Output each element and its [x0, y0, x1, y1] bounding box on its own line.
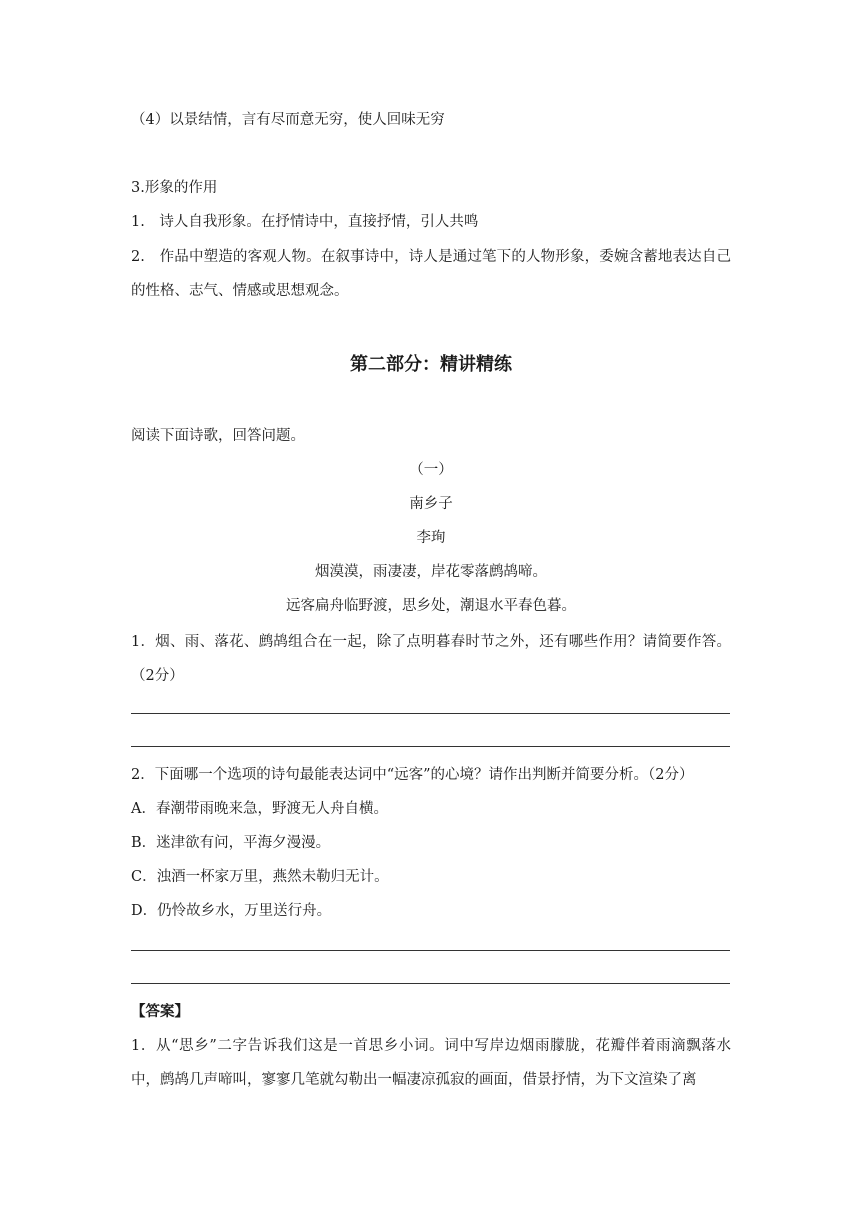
poem-author: 李珣	[416, 530, 446, 546]
part-heading: 第二部分：精讲精练	[350, 354, 512, 375]
section-3-title: 3.形象的作用	[131, 180, 218, 196]
answer-line	[131, 950, 730, 951]
option-a: A．春潮带雨晚来急，野渡无人舟自横。	[131, 801, 388, 817]
poem-line-1: 烟漠漠，雨凄凄，岸花零落鹧鸪啼。	[315, 564, 547, 580]
option-b: B．迷津欲有问，平海夕漫漫。	[131, 835, 331, 851]
poem-title: 南乡子	[409, 496, 453, 512]
option-c: C．浊酒一杯家万里，燕然未勒归无计。	[131, 869, 389, 885]
reading-instruction: 阅读下面诗歌，回答问题。	[131, 428, 305, 444]
answer-line	[131, 983, 730, 984]
point-4-text: （4）以景结情，言有尽而意无穷，使人回味无穷	[131, 112, 445, 128]
option-d: D．仍怜故乡水，万里送行舟。	[131, 903, 332, 919]
image-item-2: 2. 作品中塑造的客观人物。在叙事诗中，诗人是通过笔下的人物形象，委婉含蓄地表达自己的性格、志气、情感或思想观念。	[131, 249, 731, 299]
answer-1-text: 1．从“思乡”二字告诉我们这是一首思乡小词。词中写岸边烟雨朦胧，花瓣伴着雨滴飘落水中，鹧鸪几声啼叫，寥寥几笔就勾勒出一幅凄凉孤寂的画面，借景抒情，为下文渲染了离	[131, 1038, 731, 1088]
question-2: 2．下面哪一个选项的诗句最能表达词中“远客”的心境？请作出判断并简要分析。（2分）	[131, 767, 694, 783]
poem-line-2: 远客扁舟临野渡，思乡处，潮退水平春色暮。	[286, 598, 576, 614]
answer-line	[131, 746, 730, 747]
question-1: 1．烟、雨、落花、鹧鸪组合在一起，除了点明暮春时节之外，还有哪些作用？请简要作答。（2分）	[131, 634, 731, 684]
answer-line	[131, 713, 730, 714]
image-item-1: 1. 诗人自我形象。在抒情诗中，直接抒情，引人共鸣	[131, 214, 479, 230]
answer-label: 【答案】	[131, 1003, 189, 1020]
poem-number: （一）	[409, 462, 453, 478]
